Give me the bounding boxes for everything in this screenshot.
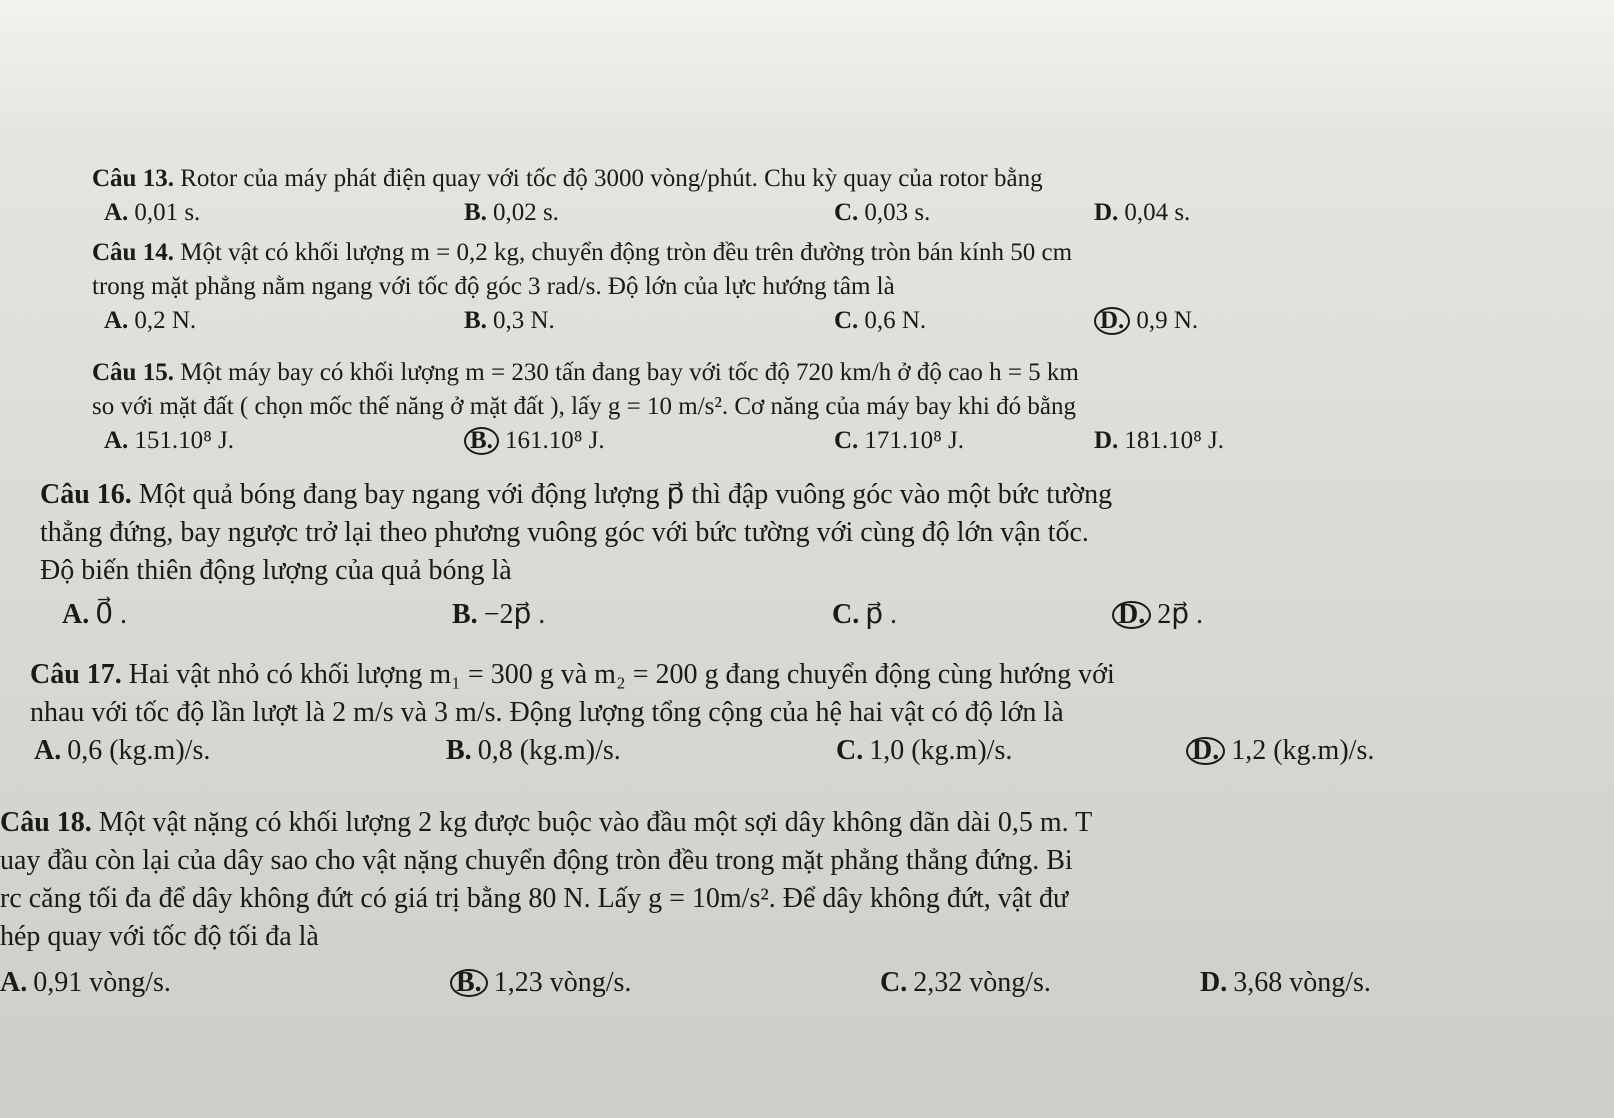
paper-background (0, 0, 1614, 130)
option-b: B. −2p⃗ . (452, 599, 546, 630)
options-row (92, 196, 1614, 230)
question-stem: Câu 15. Một máy bay có khối lượng m = 230 tấn đang bay với tốc độ 720 km/h ở độ cao h = 5 km (92, 359, 1079, 386)
options-row (30, 732, 1600, 770)
question-text-line2: so với mặt đất ( chọn mốc thế năng ở mặt đất ), lấy g = 10 m/s². Cơ năng của máy bay khi đó bằng (92, 393, 1076, 420)
option-c: C. p⃗ . (832, 599, 898, 630)
option-d: D. 2p⃗ . (1112, 596, 1203, 634)
options-row (92, 304, 1614, 338)
options-row (40, 596, 1610, 634)
question-17 (30, 656, 1600, 770)
question-15 (92, 356, 1614, 458)
option-c: C. 0,6 N. (834, 307, 927, 334)
option-c: C. 0,03 s. (834, 199, 931, 226)
question-number: Câu 13. (92, 165, 174, 192)
option-a: A. 151.10⁸ J. (104, 427, 235, 454)
option-a: A. 0,01 s. (104, 199, 201, 226)
question-stem: Câu 17. Hai vật nhỏ có khối lượng m₁ = 300 g và m₂ = 200 g đang chuyển động cùng hướng với (30, 659, 1115, 690)
question-14 (92, 236, 1614, 338)
option-c: C. 2,32 vòng/s. (880, 967, 1051, 998)
option-b: B. 161.10⁸ J. (464, 424, 834, 458)
option-b: B. 0,8 (kg.m)/s. (446, 735, 621, 766)
question-18 (0, 804, 1570, 1002)
option-a: A. 0,91 vòng/s. (0, 967, 171, 998)
question-text-line2: nhau với tốc độ lần lượt là 2 m/s và 3 m/s. Động lượng tổng cộng của hệ hai vật có độ lớn là (30, 697, 1064, 728)
question-stem (92, 162, 1614, 196)
option-d: D. 181.10⁸ J. (1094, 427, 1225, 454)
question-text-line4: hép quay với tốc độ tối đa là (0, 921, 319, 952)
option-d: D. 1,2 (kg.m)/s. (1186, 732, 1374, 770)
option-d: D. 0,9 N. (1094, 304, 1198, 338)
option-a: A. 0,6 (kg.m)/s. (34, 735, 211, 766)
question-stem: Câu 14. Một vật có khối lượng m = 0,2 kg, chuyển động tròn đều trên đường tròn bán kính 50 cm (92, 239, 1073, 266)
question-text-line2: trong mặt phẳng nằm ngang với tốc độ góc 3 rad/s. Độ lớn của lực hướng tâm là (92, 273, 895, 300)
option-d: D. 0,04 s. (1094, 199, 1191, 226)
question-stem: Câu 18. Một vật nặng có khối lượng 2 kg được buộc vào đầu một sợi dây không dãn dài 0,5 m. T (0, 807, 1093, 838)
question-text-line3: rc căng tối đa để dây không đứt có giá trị bằng 80 N. Lấy g = 10m/s². Để dây không đứt, vật đư (0, 883, 1069, 914)
option-b: B. 1,23 vòng/s. (450, 964, 880, 1002)
question-13 (92, 162, 1614, 230)
options-row (0, 964, 1570, 1002)
option-c: C. 171.10⁸ J. (834, 427, 965, 454)
option-a: A. 0⃗ . (62, 599, 128, 630)
question-text-line2: thẳng đứng, bay ngược trở lại theo phương vuông góc với bức tường với cùng độ lớn vận tốc. (40, 517, 1089, 548)
option-b: B. 0,3 N. (464, 307, 555, 334)
question-stem: Câu 16. Một quả bóng đang bay ngang với động lượng p⃗ thì đập vuông góc vào một bức tường (40, 479, 1113, 510)
options-row (92, 424, 1614, 458)
option-c: C. 1,0 (kg.m)/s. (836, 735, 1013, 766)
question-16 (40, 476, 1610, 634)
option-d: D. 3,68 vòng/s. (1200, 967, 1371, 998)
question-text-line2: uay đầu còn lại của dây sao cho vật nặng chuyển động tròn đều trong mặt phẳng thẳng đứng. Bi (0, 845, 1073, 876)
option-a: A. 0,2 N. (104, 307, 197, 334)
option-b: B. 0,02 s. (464, 199, 559, 226)
question-text: Rotor của máy phát điện quay với tốc độ 3000 vòng/phút. Chu kỳ quay của rotor bằng (180, 165, 1043, 192)
question-text-line3: Độ biến thiên động lượng của quả bóng là (40, 555, 512, 586)
